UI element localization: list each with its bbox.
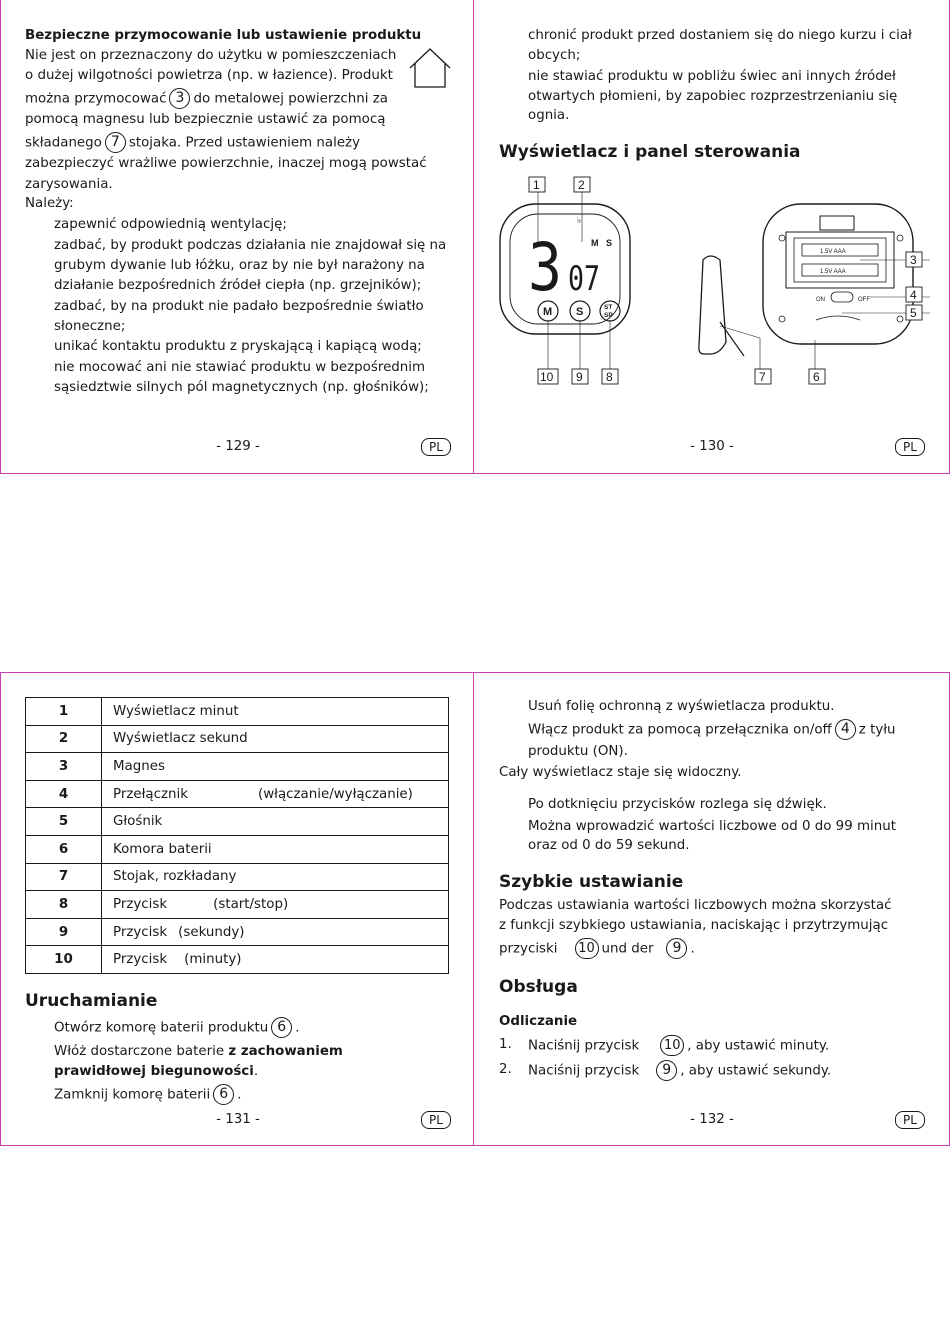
- minutes-display: 3: [528, 229, 562, 306]
- part-name: Stojak, rozkładany: [102, 863, 449, 891]
- device-side: [699, 256, 726, 354]
- text-line: pomocą magnesu lub bezpiecznie ustawić za pomocą: [25, 112, 386, 127]
- callout-9: [572, 369, 588, 384]
- section-heading: Bezpieczne przymocowanie lub ustawienie produktu: [25, 28, 422, 43]
- part-number: 4: [26, 780, 102, 808]
- bullet-item: chronić produkt przed dostaniem się do niego kurzu i ciał: [528, 28, 912, 43]
- bullet-item: Można wprowadzić wartości liczbowe od 0 do 99 minut: [528, 819, 896, 834]
- text-line: [25, 88, 388, 110]
- text-line: Cały wyświetlacz staje się widoczny.: [499, 765, 742, 780]
- page-132: [474, 672, 950, 1146]
- text-span: do metalowej powierzchni za: [193, 91, 388, 107]
- part-name: Przełącznik (włączanie/wyłączanie): [102, 780, 449, 808]
- bullet-item: oraz od 0 do 59 sekund.: [528, 838, 690, 853]
- text-span: stojaka. Przed ustawieniem należy: [128, 135, 361, 151]
- ref-number: 6: [271, 1017, 292, 1038]
- step-item: Otwórz komorę baterii produktu 6 .: [54, 1017, 299, 1039]
- part-number: 3: [26, 753, 102, 781]
- page-number: - 130 -: [690, 439, 734, 454]
- step-item: Zamknij komorę baterii 6 .: [54, 1084, 241, 1106]
- start-label: ST: [604, 304, 613, 311]
- callout-4: [906, 287, 922, 302]
- ref-number: 7: [105, 132, 126, 153]
- part-name: Magnes: [102, 753, 449, 781]
- step-item: prawidłowej biegunowości.: [54, 1064, 259, 1079]
- bullet-item: zadbać, by na produkt nie padało bezpośrednie światło: [54, 299, 424, 314]
- part-number: 9: [26, 918, 102, 946]
- part-number: 6: [26, 835, 102, 863]
- ref-number: 4: [835, 719, 856, 740]
- svg-text:3: 3: [910, 253, 917, 267]
- table-row: [26, 918, 449, 946]
- bullet-item: zadbać, by produkt podczas działania nie znajdował się na: [54, 238, 447, 253]
- ref-number: 6: [213, 1084, 234, 1105]
- table-row: [26, 780, 449, 808]
- svg-text:6: 6: [813, 370, 820, 384]
- battery-1-label: 1.5V AAA: [820, 249, 846, 255]
- part-number: 1: [26, 698, 102, 726]
- text-span: składanego: [25, 135, 102, 151]
- bullet-item: działanie bezpośrednich źródeł ciepła (np. grzejników);: [54, 278, 422, 293]
- part-number: 10: [26, 946, 102, 974]
- table-row: [26, 946, 449, 974]
- switch-on-label: ON: [816, 297, 825, 303]
- page-130: [474, 0, 950, 474]
- svg-text:1: 1: [533, 178, 540, 192]
- page-number: - 129 -: [216, 439, 260, 454]
- svg-text:10: 10: [540, 370, 554, 384]
- section-heading: Uruchamianie: [25, 991, 158, 1011]
- section-heading: Szybkie ustawianie: [499, 872, 684, 892]
- seconds-button-label: S: [576, 306, 584, 318]
- svg-text:9: 9: [576, 370, 583, 384]
- step-item: Naciśnij przycisk 9 , aby ustawić sekundy.: [528, 1060, 831, 1082]
- on-off-switch: [831, 292, 853, 302]
- table-row: [26, 891, 449, 919]
- table-row: [26, 698, 449, 726]
- text-line: z funkcji szybkiego ustawiania, naciskając i przytrzymując: [499, 918, 889, 933]
- step-item: produktu (ON).: [528, 744, 628, 759]
- text-line: [25, 132, 360, 154]
- stop-label: SP: [604, 312, 613, 319]
- step-item: Naciśnij przycisk 10 , aby ustawić minuty.: [528, 1035, 829, 1057]
- display-m-label: M: [591, 238, 599, 248]
- callout-10: [538, 369, 558, 384]
- battery-2-label: 1.5V AAA: [820, 269, 846, 275]
- step-number: 1.: [499, 1037, 512, 1052]
- bullet-item: nie mocować ani nie stawiać produktu w bezpośrednim: [54, 360, 426, 375]
- section-heading: Obsługa: [499, 977, 578, 997]
- ref-number: 10: [660, 1035, 684, 1056]
- device-figure: [498, 172, 930, 392]
- callout-6: [809, 369, 825, 384]
- ref-number: 9: [666, 938, 687, 959]
- text-line: przyciski 10 und der 9 .: [499, 938, 695, 960]
- callout-8: [602, 369, 618, 384]
- parts-table: [25, 697, 449, 974]
- bullet-item: obcych;: [528, 48, 581, 63]
- bullet-item: otwartych płomieni, by zapobiec rozprzestrzenianiu się: [528, 89, 898, 104]
- language-badge: PL: [421, 438, 451, 456]
- bullet-item: nie stawiać produktu w pobliżu świec ani innych źródeł: [528, 69, 896, 84]
- callout-1: [529, 177, 545, 192]
- ref-number: 10: [575, 938, 599, 959]
- part-name: Głośnik: [102, 808, 449, 836]
- svg-text:7: 7: [759, 370, 766, 384]
- minutes-button-label: M: [543, 306, 553, 318]
- stand-slot: [816, 316, 860, 320]
- part-number: 5: [26, 808, 102, 836]
- callout-5: [906, 305, 922, 320]
- text-line: zabezpieczyć wrażliwe powierzchnie, inaczej mogą powstać: [25, 156, 427, 171]
- svg-text:2: 2: [578, 178, 585, 192]
- page-number: - 132 -: [690, 1112, 734, 1127]
- callout-2: [574, 177, 590, 192]
- step-number: 2.: [499, 1062, 512, 1077]
- text-span: można przymocować: [25, 91, 167, 107]
- part-name: Przycisk (minuty): [102, 946, 449, 974]
- bell-icon: ♭: [577, 215, 582, 225]
- table-row: [26, 753, 449, 781]
- page-131: [0, 672, 474, 1146]
- part-name: Wyświetlacz minut: [102, 698, 449, 726]
- language-badge: PL: [895, 1111, 925, 1129]
- step-item: Włóż dostarczone baterie z zachowaniem: [54, 1044, 343, 1059]
- callout-7: [755, 369, 771, 384]
- text-line: Nie jest on przeznaczony do użytku w pomieszczeniach: [25, 48, 397, 63]
- page-129: [0, 0, 474, 474]
- step-item: Usuń folię ochronną z wyświetlacza produktu.: [528, 699, 835, 714]
- part-name: Przycisk (sekundy): [102, 918, 449, 946]
- part-number: 7: [26, 863, 102, 891]
- callout-3: [906, 252, 922, 267]
- svg-text:8: 8: [606, 370, 613, 384]
- table-row: [26, 863, 449, 891]
- table-row: [26, 725, 449, 753]
- part-name: Przycisk (start/stop): [102, 891, 449, 919]
- part-number: 8: [26, 891, 102, 919]
- ref-number: 9: [656, 1060, 677, 1081]
- text-line: zarysowania.: [25, 177, 113, 192]
- subsection-heading: Odliczanie: [499, 1014, 578, 1029]
- bullet-item: Po dotknięciu przycisków rozlega się dźwięk.: [528, 797, 827, 812]
- seconds-display: 07: [568, 259, 600, 299]
- top-clip: [820, 216, 854, 230]
- bullet-item: sąsiedztwie silnych pól magnetycznych (np. głośników);: [54, 380, 429, 395]
- section-heading: Wyświetlacz i panel sterowania: [499, 142, 801, 162]
- switch-off-label: OFF: [858, 297, 870, 303]
- text-line: Należy:: [25, 196, 74, 211]
- step-item: Włącz produkt za pomocą przełącznika on/off 4 z tyłu: [528, 719, 896, 741]
- language-badge: PL: [895, 438, 925, 456]
- part-name: Wyświetlacz sekund: [102, 725, 449, 753]
- text-line: Podczas ustawiania wartości liczbowych można skorzystać: [499, 898, 892, 913]
- bullet-item: unikać kontaktu produktu z pryskającą i kapiącą wodą;: [54, 339, 422, 354]
- display-s-label: S: [606, 238, 613, 248]
- table-row: [26, 835, 449, 863]
- part-name: Komora baterii: [102, 835, 449, 863]
- bullet-item: słoneczne;: [54, 319, 126, 334]
- text-line: o dużej wilgotności powietrza (np. w łazience). Produkt: [25, 68, 393, 83]
- svg-text:4: 4: [910, 288, 917, 302]
- bullet-item: zapewnić odpowiednią wentylację;: [54, 217, 287, 232]
- bullet-item: grubym dywanie lub łóżku, oraz by nie był narażony na: [54, 258, 425, 273]
- svg-text:5: 5: [910, 306, 917, 320]
- ref-number: 3: [169, 88, 190, 109]
- part-number: 2: [26, 725, 102, 753]
- bullet-item: ognia.: [528, 108, 570, 123]
- house-icon: [407, 46, 453, 90]
- table-row: [26, 808, 449, 836]
- page-number: - 131 -: [216, 1112, 260, 1127]
- language-badge: PL: [421, 1111, 451, 1129]
